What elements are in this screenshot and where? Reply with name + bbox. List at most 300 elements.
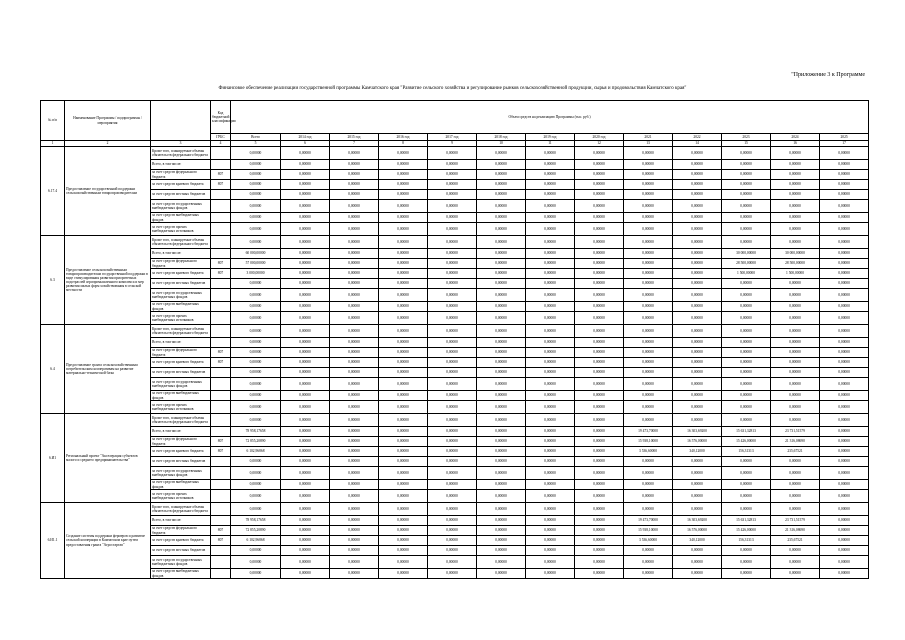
year-value: 0,00000	[330, 503, 379, 516]
year-value: 0,00000	[330, 200, 379, 213]
table-row	[41, 312, 869, 325]
year-value: 0,00000	[330, 480, 379, 490]
grbs-code	[211, 368, 231, 378]
year-value: 0,00000	[281, 401, 330, 414]
total-value: 0,00000	[231, 490, 281, 503]
year-value: 0,00000	[722, 236, 771, 249]
year-value: 19 473,70000	[624, 427, 673, 437]
year-value: 0,00000	[428, 391, 477, 401]
total-value: 0,00000	[231, 279, 281, 289]
year-value: 0,00000	[526, 249, 575, 259]
funding-source: за счет средств прочих внебюджетных источников	[151, 312, 211, 325]
year-value: 0,00000	[379, 279, 428, 289]
year-value: 0,00000	[624, 213, 673, 223]
year-value: 0,00000	[722, 289, 771, 302]
year-value: 0,00000	[820, 556, 869, 569]
year-value: 0,00000	[820, 391, 869, 401]
year-value: 0,00000	[820, 338, 869, 348]
year-value: 0,00000	[526, 213, 575, 223]
colnum: 12	[575, 141, 624, 147]
grbs-code	[211, 190, 231, 200]
year-value: 0,00000	[428, 180, 477, 190]
year-value: 0,00000	[477, 546, 526, 556]
funding-source: Кроме того, планируемые объемы обязательств федерального бюджета	[151, 325, 211, 338]
table-row	[41, 457, 869, 467]
year-value: 0,00000	[575, 526, 624, 536]
year-value: 0,00000	[281, 467, 330, 480]
funding-source: Всего, в том числе:	[151, 427, 211, 437]
total-value: 0,00000	[231, 569, 281, 579]
year-value: 0,00000	[281, 358, 330, 368]
funding-source: за счет средств федерального бюджета	[151, 170, 211, 180]
year-value: 0,00000	[477, 160, 526, 170]
table-row	[41, 249, 869, 259]
year-value: 0,00000	[428, 358, 477, 368]
year-value: 0,00000	[281, 302, 330, 312]
year-value: 0,00000	[624, 279, 673, 289]
year-value: 0,00000	[477, 302, 526, 312]
total-value: 0,00000	[231, 302, 281, 312]
year-value: 0,00000	[820, 546, 869, 556]
year-value: 0,00000	[379, 223, 428, 236]
year-value: 1 500,00000	[722, 269, 771, 279]
year-value: 0,00000	[820, 414, 869, 427]
year-value: 0,00000	[526, 391, 575, 401]
year-value: 0,00000	[722, 348, 771, 358]
year-value: 0,00000	[673, 414, 722, 427]
year-value: 0,00000	[477, 325, 526, 338]
year-value: 0,00000	[722, 467, 771, 480]
year-value: 0,00000	[477, 180, 526, 190]
year-value: 0,00000	[820, 279, 869, 289]
year-value: 0,00000	[820, 427, 869, 437]
year-value: 0,00000	[771, 338, 820, 348]
grbs-code	[211, 556, 231, 569]
year-value: 340,12000	[673, 536, 722, 546]
year-value: 0,00000	[771, 480, 820, 490]
year-value: 0,00000	[575, 190, 624, 200]
table-row	[41, 302, 869, 312]
year-value: 0,00000	[379, 437, 428, 447]
year-value: 0,00000	[624, 259, 673, 269]
year-value: 0,00000	[575, 378, 624, 391]
year-value: 0,00000	[771, 325, 820, 338]
table-row	[41, 556, 869, 569]
year-value: 0,00000	[330, 437, 379, 447]
year-value: 0,00000	[575, 249, 624, 259]
funding-source: Кроме того, планируемые объемы обязательств федерального бюджета	[151, 414, 211, 427]
grbs-code	[211, 427, 231, 437]
funding-source: за счет средств федерального бюджета	[151, 348, 211, 358]
year-value: 0,00000	[771, 147, 820, 160]
table-body	[41, 147, 869, 579]
year-value: 0,00000	[575, 312, 624, 325]
colnum: 15	[722, 141, 771, 147]
year-value: 0,00000	[820, 236, 869, 249]
year-value: 0,00000	[330, 279, 379, 289]
grbs-code	[211, 279, 231, 289]
year-value: 0,00000	[575, 325, 624, 338]
total-value: 0,00000	[231, 457, 281, 467]
year-value: 0,00000	[330, 180, 379, 190]
grbs-code: 807	[211, 269, 231, 279]
year-value: 0,00000	[379, 358, 428, 368]
header-year: 2025	[820, 134, 869, 141]
year-value: 0,00000	[771, 279, 820, 289]
year-value: 0,00000	[526, 236, 575, 249]
item-code: 6.И1	[41, 414, 65, 503]
funding-source: за счет средств прочих внебюджетных источников	[151, 490, 211, 503]
year-value: 0,00000	[281, 190, 330, 200]
year-value: 0,00000	[575, 200, 624, 213]
year-value: 0,00000	[379, 480, 428, 490]
year-value: 0,00000	[526, 200, 575, 213]
year-value: 0,00000	[820, 490, 869, 503]
year-value: 0,00000	[673, 546, 722, 556]
table-row	[41, 348, 869, 358]
year-value: 0,00000	[379, 391, 428, 401]
grbs-code	[211, 160, 231, 170]
funding-source: за счет средств местных бюджетов	[151, 457, 211, 467]
year-value: 0,00000	[379, 200, 428, 213]
header-name: Наименование Программы / подпрограммы / мероприятия	[65, 101, 151, 141]
year-value: 0,00000	[575, 269, 624, 279]
header-grbs: ГРБС	[211, 134, 231, 141]
year-value: 0,00000	[281, 312, 330, 325]
year-value: 0,00000	[281, 368, 330, 378]
year-value: 0,00000	[575, 516, 624, 526]
total-value: 0,00000	[231, 503, 281, 516]
year-value: 0,00000	[330, 170, 379, 180]
year-value: 0,00000	[624, 414, 673, 427]
year-value: 0,00000	[771, 503, 820, 516]
year-value: 0,00000	[330, 516, 379, 526]
year-value: 0,00000	[575, 556, 624, 569]
funding-source: за счет средств государственных внебюджетных фондов	[151, 467, 211, 480]
item-name: Предоставление государственной поддержки сельскохозяйственным товаропроизводителям	[65, 147, 151, 236]
item-code: 6.3	[41, 236, 65, 325]
year-value: 16 576,00000	[673, 526, 722, 536]
year-value: 15 631,32813	[722, 516, 771, 526]
item-code: 6.И1.1	[41, 503, 65, 579]
year-value: 0,00000	[771, 190, 820, 200]
year-value: 0,00000	[379, 536, 428, 546]
year-value: 0,00000	[722, 378, 771, 391]
year-value: 0,00000	[673, 259, 722, 269]
total-value: 0,00000	[231, 358, 281, 368]
year-value: 0,00000	[820, 289, 869, 302]
header-kbk: Код бюджетной классификации	[211, 101, 231, 134]
table-row	[41, 325, 869, 338]
year-value: 0,00000	[624, 269, 673, 279]
year-value: 0,00000	[330, 249, 379, 259]
funding-source: Всего, в том числе:	[151, 516, 211, 526]
year-value: 0,00000	[526, 546, 575, 556]
year-value: 3 536,60000	[624, 447, 673, 457]
year-value: 0,00000	[771, 223, 820, 236]
year-value: 0,00000	[379, 401, 428, 414]
year-value: 0,00000	[281, 516, 330, 526]
year-value: 0,00000	[820, 325, 869, 338]
year-value: 0,00000	[673, 279, 722, 289]
year-value: 0,00000	[624, 480, 673, 490]
table-row	[41, 213, 869, 223]
year-value: 0,00000	[624, 170, 673, 180]
year-value: 0,00000	[330, 467, 379, 480]
year-value: 0,00000	[379, 457, 428, 467]
year-value: 0,00000	[281, 338, 330, 348]
year-value: 0,00000	[526, 170, 575, 180]
year-value: 0,00000	[477, 348, 526, 358]
year-value: 0,00000	[722, 401, 771, 414]
year-value: 0,00000	[771, 414, 820, 427]
year-value: 0,00000	[771, 170, 820, 180]
total-value: 0,00000	[231, 170, 281, 180]
year-value: 0,00000	[575, 170, 624, 180]
funding-source: Кроме того, планируемые объемы обязательств федерального бюджета	[151, 236, 211, 249]
year-value: 0,00000	[722, 338, 771, 348]
grbs-code: 807	[211, 437, 231, 447]
year-value: 0,00000	[673, 223, 722, 236]
funding-source: за счет средств местных бюджетов	[151, 190, 211, 200]
year-value: 0,00000	[379, 236, 428, 249]
year-value: 0,00000	[330, 526, 379, 536]
total-value: 0,00000	[231, 213, 281, 223]
year-value: 0,00000	[379, 348, 428, 358]
year-value: 0,00000	[477, 503, 526, 516]
year-value: 0,00000	[673, 391, 722, 401]
grbs-code: 807	[211, 180, 231, 190]
table-row	[41, 526, 869, 536]
year-value: 0,00000	[673, 180, 722, 190]
year-value: 0,00000	[428, 401, 477, 414]
year-value: 0,00000	[624, 190, 673, 200]
year-value: 0,00000	[281, 325, 330, 338]
year-value: 0,00000	[575, 213, 624, 223]
year-value: 0,00000	[526, 279, 575, 289]
funding-source: за счет средств краевого бюджета	[151, 180, 211, 190]
year-value: 0,00000	[477, 457, 526, 467]
year-value: 0,00000	[820, 160, 869, 170]
total-value: 0,00000	[231, 236, 281, 249]
table-row	[41, 180, 869, 190]
year-value: 0,00000	[428, 279, 477, 289]
year-value: 0,00000	[771, 556, 820, 569]
grbs-code	[211, 249, 231, 259]
total-value: 0,00000	[231, 180, 281, 190]
funding-source: за счет средств государственных внебюджетных фондов	[151, 200, 211, 213]
year-value: 16 303,69200	[673, 516, 722, 526]
grbs-code	[211, 312, 231, 325]
year-value: 0,00000	[330, 569, 379, 579]
year-value: 21 316,08690	[771, 437, 820, 447]
year-value: 0,00000	[771, 401, 820, 414]
year-value: 0,00000	[722, 213, 771, 223]
year-value: 0,00000	[330, 289, 379, 302]
header-num: № п/п	[41, 101, 65, 141]
year-value: 156,31313	[722, 447, 771, 457]
year-value: 0,00000	[624, 378, 673, 391]
year-value: 0,00000	[281, 437, 330, 447]
year-value: 0,00000	[330, 401, 379, 414]
year-value: 0,00000	[281, 279, 330, 289]
year-value: 0,00000	[477, 516, 526, 526]
year-value: 0,00000	[575, 180, 624, 190]
year-value: 0,00000	[624, 160, 673, 170]
year-value: 0,00000	[428, 249, 477, 259]
grbs-code	[211, 378, 231, 391]
item-name: Предоставление гранта сельскохозяйственным потребительским кооперативам на развитие материально-технической базы	[65, 325, 151, 414]
year-value: 0,00000	[330, 259, 379, 269]
year-value: 0,00000	[330, 536, 379, 546]
year-value: 0,00000	[428, 467, 477, 480]
total-value: 0,00000	[231, 480, 281, 490]
year-value: 0,00000	[771, 569, 820, 579]
year-value: 0,00000	[673, 213, 722, 223]
table-row	[41, 279, 869, 289]
total-value: 0,00000	[231, 556, 281, 569]
year-value: 0,00000	[820, 516, 869, 526]
table-row	[41, 236, 869, 249]
year-value: 0,00000	[428, 414, 477, 427]
table-row	[41, 338, 869, 348]
year-value: 0,00000	[526, 348, 575, 358]
year-value: 0,00000	[722, 391, 771, 401]
year-value: 0,00000	[673, 401, 722, 414]
grbs-code: 807	[211, 259, 231, 269]
funding-source: Кроме того, планируемые объемы обязательств федерального бюджета	[151, 503, 211, 516]
year-value: 0,00000	[428, 437, 477, 447]
year-value: 0,00000	[722, 414, 771, 427]
year-value: 0,00000	[379, 325, 428, 338]
year-value: 0,00000	[820, 190, 869, 200]
year-value: 0,00000	[820, 302, 869, 312]
year-value: 0,00000	[330, 427, 379, 437]
year-value: 0,00000	[379, 516, 428, 526]
year-value: 0,00000	[477, 269, 526, 279]
grbs-code	[211, 516, 231, 526]
year-value: 0,00000	[771, 368, 820, 378]
table-row	[41, 269, 869, 279]
year-value: 0,00000	[722, 190, 771, 200]
total-value: 0,00000	[231, 391, 281, 401]
year-value: 0,00000	[575, 289, 624, 302]
year-value: 0,00000	[673, 556, 722, 569]
year-value: 0,00000	[428, 236, 477, 249]
year-value: 0,00000	[428, 516, 477, 526]
year-value: 0,00000	[281, 269, 330, 279]
year-value: 0,00000	[820, 213, 869, 223]
year-value: 0,00000	[526, 427, 575, 437]
year-value: 0,00000	[624, 556, 673, 569]
year-value: 16 576,00000	[673, 437, 722, 447]
year-value: 0,00000	[624, 180, 673, 190]
year-value: 0,00000	[624, 147, 673, 160]
year-value: 0,00000	[477, 236, 526, 249]
year-value: 0,00000	[673, 302, 722, 312]
grbs-code	[211, 289, 231, 302]
header-year: 2022	[673, 134, 722, 141]
year-value: 0,00000	[379, 546, 428, 556]
year-value: 0,00000	[575, 490, 624, 503]
year-value: 0,00000	[771, 358, 820, 368]
year-value: 0,00000	[526, 259, 575, 269]
header-year: 2019 год	[526, 134, 575, 141]
grbs-code	[211, 338, 231, 348]
year-value: 0,00000	[820, 536, 869, 546]
year-value: 0,00000	[477, 200, 526, 213]
year-value: 0,00000	[673, 325, 722, 338]
year-value: 0,00000	[379, 147, 428, 160]
grbs-code	[211, 302, 231, 312]
grbs-code: 807	[211, 348, 231, 358]
colnum: 11	[526, 141, 575, 147]
year-value: 0,00000	[820, 467, 869, 480]
header-year: 2018 год	[477, 134, 526, 141]
year-value: 0,00000	[281, 427, 330, 437]
funding-source: за счет средств местных бюджетов	[151, 546, 211, 556]
year-value: 0,00000	[771, 467, 820, 480]
year-value: 0,00000	[526, 269, 575, 279]
year-value: 0,00000	[379, 569, 428, 579]
year-value: 0,00000	[281, 213, 330, 223]
year-value: 0,00000	[526, 526, 575, 536]
total-value: 72 855,20890	[231, 437, 281, 447]
year-value: 0,00000	[379, 368, 428, 378]
year-value: 0,00000	[575, 414, 624, 427]
grbs-code	[211, 401, 231, 414]
item-name: Региональный проект "Акселерация субъектов малого и среднего предпринимательства"	[65, 414, 151, 503]
year-value: 0,00000	[281, 490, 330, 503]
year-value: 0,00000	[428, 269, 477, 279]
year-value: 0,00000	[673, 368, 722, 378]
total-value: 60 000,00000	[231, 249, 281, 259]
item-name: Создание системы поддержки фермеров и развитие сельской кооперации в Камчатском крае путем предоставления гранта "Агростартап"	[65, 503, 151, 579]
table-row	[41, 546, 869, 556]
year-value: 0,00000	[771, 160, 820, 170]
year-value: 0,00000	[379, 269, 428, 279]
colnum: 4	[211, 141, 231, 147]
funding-source: за счет средств государственных внебюджетных фондов	[151, 289, 211, 302]
year-value: 0,00000	[820, 147, 869, 160]
header-source	[151, 101, 211, 141]
year-value: 0,00000	[428, 190, 477, 200]
year-value: 0,00000	[722, 279, 771, 289]
year-value: 0,00000	[575, 147, 624, 160]
year-value: 0,00000	[722, 569, 771, 579]
year-value: 0,00000	[526, 312, 575, 325]
year-value: 0,00000	[575, 480, 624, 490]
year-value: 0,00000	[624, 503, 673, 516]
total-value: 0,00000	[231, 414, 281, 427]
year-value: 21 316,08690	[771, 526, 820, 536]
header-year: 2015 год	[330, 134, 379, 141]
grbs-code	[211, 503, 231, 516]
grbs-code: 807	[211, 447, 231, 457]
funding-source: за счет средств краевого бюджета	[151, 269, 211, 279]
grbs-code	[211, 391, 231, 401]
colnum: 2	[65, 141, 151, 147]
year-value: 0,00000	[379, 180, 428, 190]
year-value: 0,00000	[771, 457, 820, 467]
year-value: 0,00000	[624, 312, 673, 325]
year-value: 0,00000	[330, 325, 379, 338]
year-value: 0,00000	[771, 236, 820, 249]
year-value: 0,00000	[477, 289, 526, 302]
year-value: 0,00000	[330, 447, 379, 457]
grbs-code	[211, 490, 231, 503]
year-value: 0,00000	[722, 160, 771, 170]
